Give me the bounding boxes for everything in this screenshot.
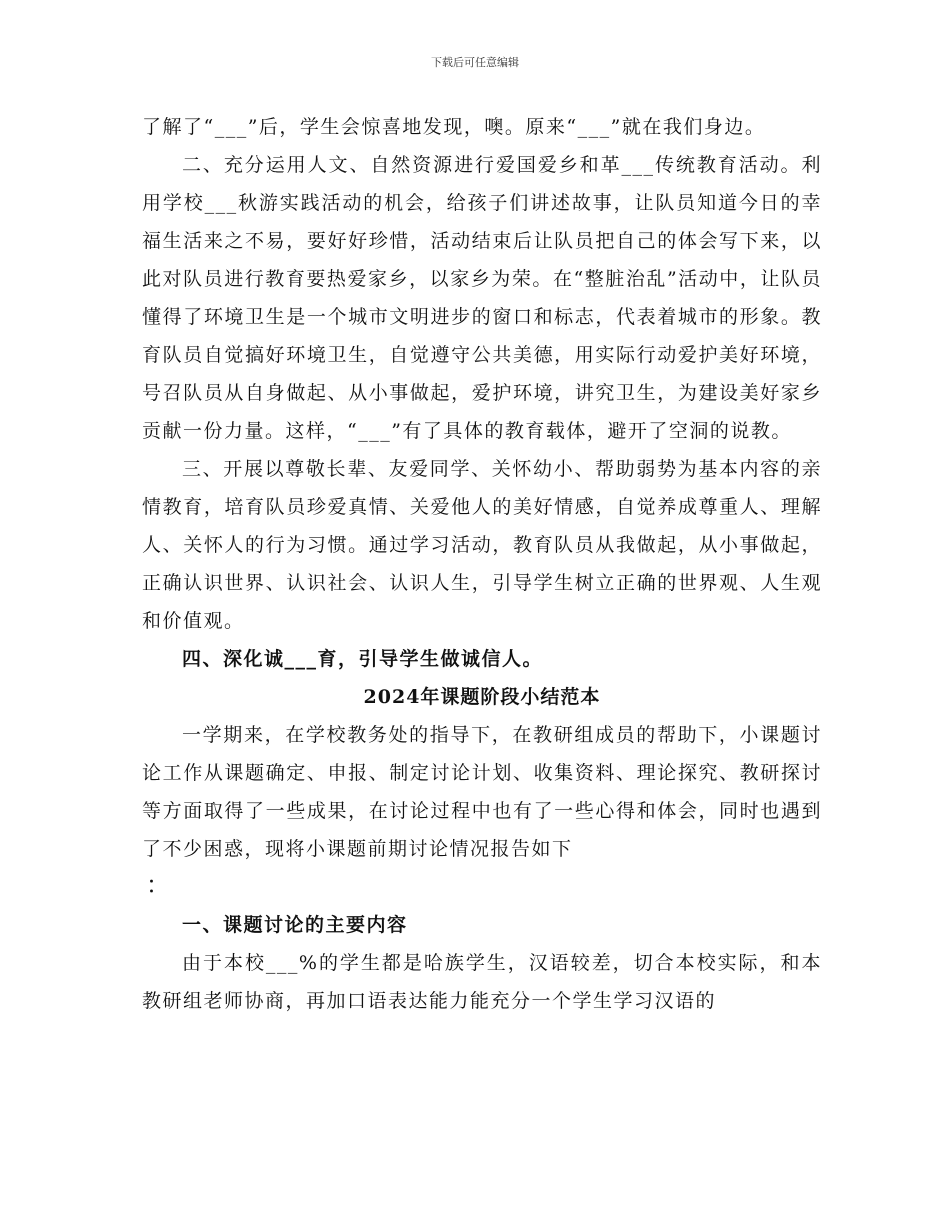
document-title: 2024年课题阶段小结范本 bbox=[363, 686, 601, 708]
paragraph-5: 一学期来，在学校教务处的指导下，在教研组成员的帮助下，小课题讨论工作从课题确定、申报、制定讨论计划、收集资料、理论探究、教研探讨等方面取得了一些成果，在讨论过程中也有了一些心得和体会，同时也遇到了不少困惑，现将小课题前期讨论情况报告如下 bbox=[142, 724, 822, 860]
paragraph-4-heading: 四、深化诚___育，引导学生做诚信人。 bbox=[182, 648, 544, 670]
page-header-note: 下载后可任意编辑 bbox=[431, 56, 519, 69]
paragraph-3: 三、开展以尊敬长辈、友爱同学、关怀幼小、帮助弱势为基本内容的亲情教育，培育队员珍爱真情、关爱他人的美好情感，自觉养成尊重人、理解人、关怀人的行为习惯。通过学习活动，教育队员从我做起，从小事做起，正确认识世界、认识社会、认识人生，引导学生树立正确的世界观、人生观和价值观。 bbox=[142, 458, 822, 632]
paragraph-5-mark: ︰ bbox=[142, 876, 162, 898]
paragraph-1: 了解了“___”后，学生会惊喜地发现，噢。原来“___”就在我们身边。 bbox=[142, 116, 766, 138]
section-heading-1: 一、课题讨论的主要内容 bbox=[182, 914, 408, 936]
paragraph-6: 由于本校___%的学生都是哈族学生，汉语较差，切合本校实际，和本教研组老师协商，再加口语表达能力能充分一个学生学习汉语的 bbox=[142, 952, 822, 1012]
document-body bbox=[142, 108, 822, 1020]
paragraph-2: 二、充分运用人文、自然资源进行爱国爱乡和革___传统教育活动。利用学校___秋游实践活动的机会，给孩子们讲述故事，让队员知道今日的幸福生活来之不易，要好好珍惜，活动结束后让队员把自己的体会写下来，以此对队员进行教育要热爱家乡，以家乡为荣。在“整脏治乱”活动中，让队员懂得了环境卫生是一个城市文明进步的窗口和标志，代表着城市的形象。教育队员自觉搞好环境卫生，自觉遵守公共美德，用实际行动爱护美好环境，号召队员从自身做起、从小事做起，爱护环境，讲究卫生，为建设美好家乡贡献一份力量。这样，“___”有了具体的教育载体，避开了空洞的说教。 bbox=[142, 154, 822, 442]
